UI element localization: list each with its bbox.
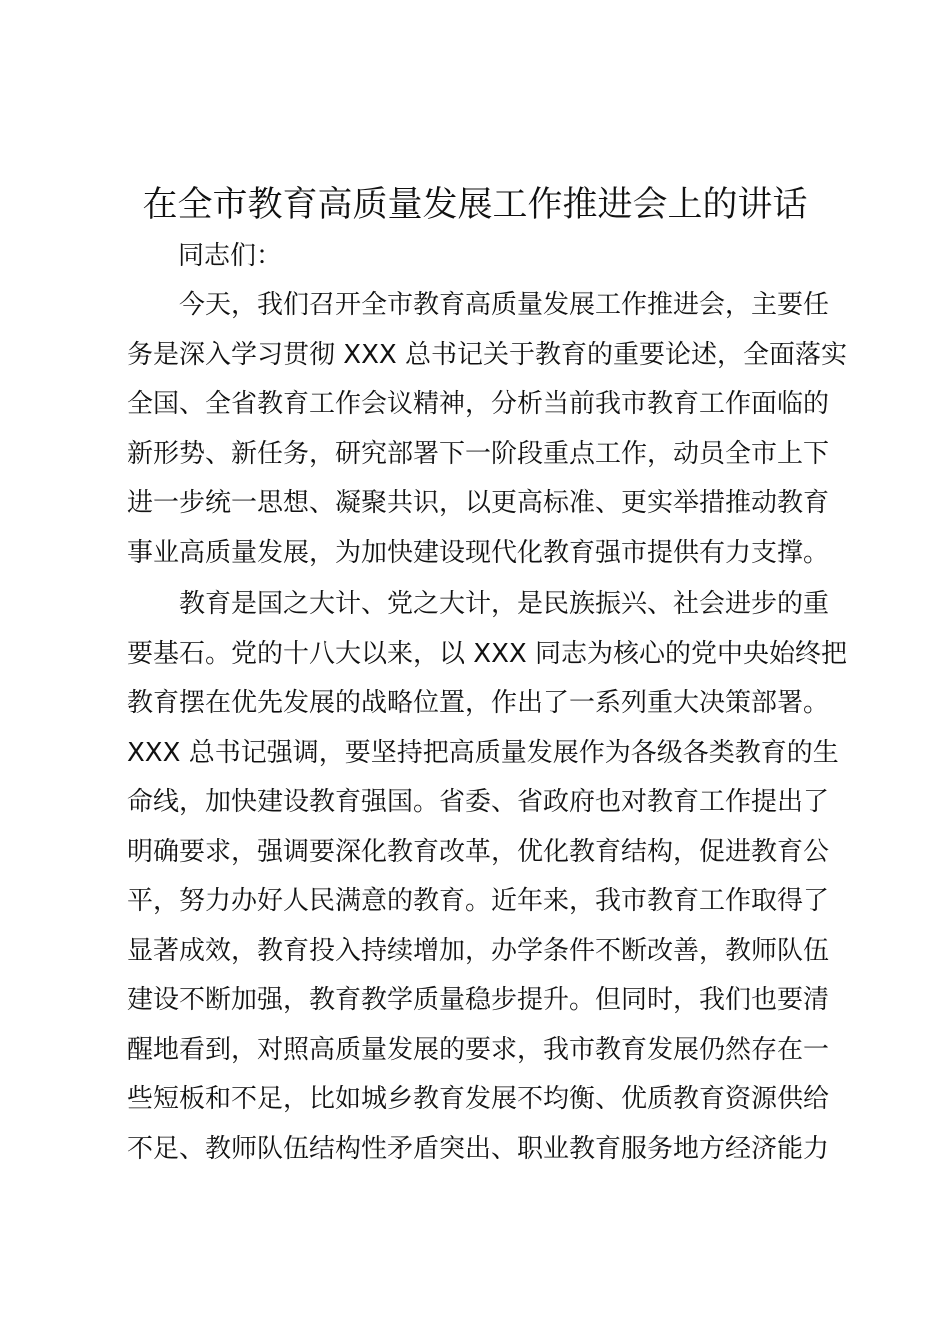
paragraph-line: 明确要求，强调要深化教育改革，优化教育结构，促进教育公 xyxy=(127,836,830,867)
paragraph-line: 命线，加快建设教育强国。省委、省政府也对教育工作提出了 xyxy=(127,787,830,817)
paragraph-line: 今天，我们召开全市教育高质量发展工作推进会，主要任 xyxy=(179,290,830,320)
paragraph-line: 全国、全省教育工作会议精神，分析当前我市教育工作面临的 xyxy=(127,389,830,419)
paragraph-line: 建设不断加强，教育教学质量稳步提升。但同时，我们也要清 xyxy=(127,985,830,1015)
paragraph-line: 事业高质量发展，为加快建设现代化教育强市提供有力支撑。 xyxy=(127,537,830,568)
paragraph-1 xyxy=(127,281,847,578)
paragraph-line: 平，努力办好人民满意的教育。近年来，我市教育工作取得了 xyxy=(127,886,830,916)
paragraph-2 xyxy=(127,580,847,1174)
paragraph-line: XXX 总书记强调，要坚持把高质量发展作为各级各类教育的生 xyxy=(127,737,839,768)
paragraph-line: 务是深入学习贯彻 XXX 总书记关于教育的重要论述，全面落实 xyxy=(127,339,847,370)
paragraph-line: 要基石。党的十八大以来，以 XXX 同志为核心的党中央始终把 xyxy=(127,638,847,669)
paragraph-line: 教育摆在优先发展的战略位置，作出了一系列重大决策部署。 xyxy=(127,688,830,718)
paragraph-line: 显著成效，教育投入持续增加，办学条件不断改善，教师队伍 xyxy=(127,935,830,966)
document-title: 在全市教育高质量发展工作推进会上的讲话 xyxy=(142,185,808,225)
paragraph-line: 醒地看到，对照高质量发展的要求，我市教育发展仍然存在一 xyxy=(127,1034,830,1065)
salutation: 同志们： xyxy=(178,241,283,271)
paragraph-line: 教育是国之大计、党之大计，是民族振兴、社会进步的重 xyxy=(179,589,830,619)
paragraph-line: 新形势、新任务，研究部署下一阶段重点工作，动员全市上下 xyxy=(127,438,830,469)
paragraph-line: 些短板和不足，比如城乡教育发展不均衡、优质教育资源供给 xyxy=(127,1084,830,1114)
paragraph-line: 进一步统一思想、凝聚共识，以更高标准、更实举措推动教育 xyxy=(127,488,830,518)
paragraph-line: 不足、教师队伍结构性矛盾突出、职业教育服务地方经济能力 xyxy=(127,1133,830,1164)
